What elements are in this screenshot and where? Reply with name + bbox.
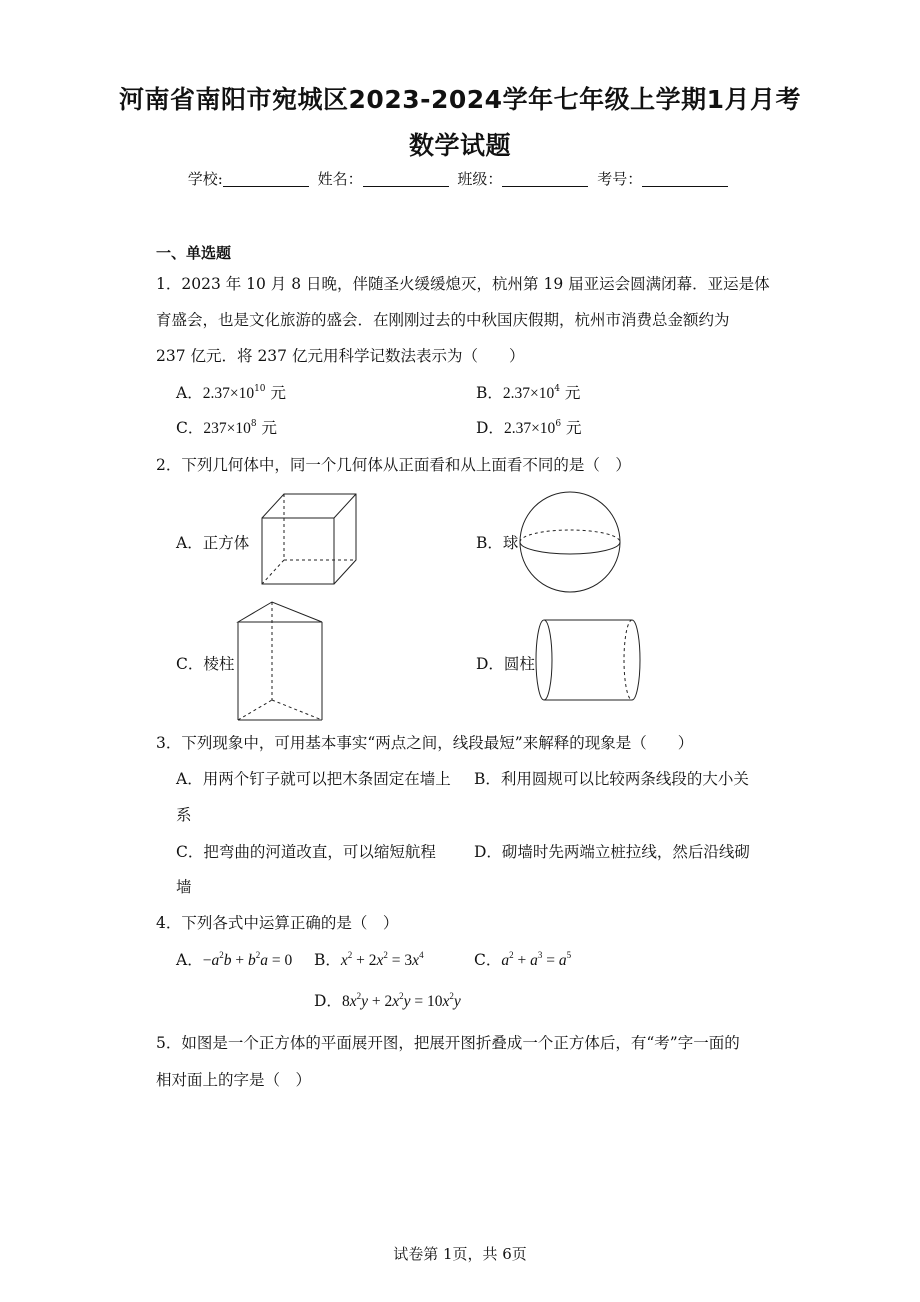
q3-option-c[interactable]: C．把弯曲的河道改直，可以缩短航程 bbox=[176, 843, 436, 861]
q3-option-b[interactable]: B．利用圆规可以比较两条线段的大小关 bbox=[474, 770, 749, 788]
cylinder-figure bbox=[534, 618, 646, 704]
q1-option-d[interactable]: D．$2.37\times 10^6$ 元 bbox=[476, 419, 582, 437]
exam-no-blank[interactable] bbox=[642, 171, 728, 187]
student-info-row bbox=[0, 168, 920, 189]
q1-option-b[interactable]: B．$2.37\times 10^4$ 元 bbox=[476, 384, 581, 402]
q2-option-a[interactable]: A．正方体 bbox=[176, 534, 250, 552]
q2-stem: 2．下列几何体中，同一个几何体从正面看和从上面看不同的是（ ） bbox=[156, 456, 631, 474]
sphere-figure bbox=[518, 490, 622, 594]
q3-option-d[interactable]: D．砌墙时先两端立桩拉线，然后沿线砌 bbox=[474, 843, 750, 861]
q1-option-a[interactable]: A．$2.37\times 10^{10}$ 元 bbox=[176, 384, 286, 402]
q1-line-2: 育盛会，也是文化旅游的盛会．在刚刚过去的中秋国庆假期，杭州市消费总金额约为 bbox=[156, 311, 730, 329]
q2-option-b[interactable]: B．球 bbox=[476, 534, 519, 552]
school-blank[interactable] bbox=[223, 171, 309, 187]
name-blank[interactable] bbox=[363, 171, 449, 187]
exam-no-label: 考号： bbox=[597, 170, 643, 188]
q4-option-b[interactable]: B．$x^2 + 2x^2 = 3x^4$ bbox=[314, 950, 424, 969]
page-subtitle: 数学试题 bbox=[408, 131, 511, 160]
school-label: 学校: bbox=[187, 170, 223, 188]
name-label: 姓名： bbox=[317, 170, 363, 188]
cube-figure bbox=[256, 492, 360, 586]
q3-option-d-continued: 墙 bbox=[176, 878, 192, 896]
q3-option-b-continued: 系 bbox=[176, 806, 192, 824]
q4-option-c[interactable]: C．$a^2 + a^3 = a^5$ bbox=[474, 950, 572, 969]
page-footer: 试卷第 1页，共 6页 bbox=[393, 1245, 527, 1263]
q5-line-2: 相对面上的字是（ ） bbox=[156, 1071, 312, 1089]
q2-option-d[interactable]: D．圆柱 bbox=[476, 655, 535, 673]
q1-option-c[interactable]: C．$237\times 10^8$ 元 bbox=[176, 419, 278, 437]
q3-option-a[interactable]: A．用两个钉子就可以把木条固定在墙上 bbox=[176, 770, 451, 788]
q1-line-3: 237 亿元．将 237 亿元用科学记数法表示为（ ） bbox=[156, 347, 525, 365]
page-title: 河南省南阳市宛城区2023-2024学年七年级上学期1月月考 bbox=[119, 85, 801, 114]
q4-stem: 4．下列各式中运算正确的是（ ） bbox=[156, 914, 399, 932]
q1-line-1: 1．2023 年 10 月 8 日晚，伴随圣火缓缓熄灭，杭州第 19 届亚运会圆满闭幕．亚运是体 bbox=[156, 275, 770, 293]
q3-stem: 3．下列现象中，可用基本事实“两点之间，线段最短”来解释的现象是（ ） bbox=[156, 734, 694, 752]
q4-option-d[interactable]: D．$8x^2y + 2x^2y = 10x^2y$ bbox=[314, 991, 461, 1010]
q4-option-a[interactable]: A．$-a^2b + b^2a = 0$ bbox=[176, 950, 293, 969]
q5-line-1: 5．如图是一个正方体的平面展开图，把展开图折叠成一个正方体后，有“考”字一面的 bbox=[156, 1034, 740, 1052]
class-label: 班级： bbox=[457, 170, 503, 188]
prism-figure bbox=[236, 600, 326, 722]
section-heading: 一、单选题 bbox=[156, 244, 232, 262]
q2-option-c[interactable]: C．棱柱 bbox=[176, 655, 235, 673]
class-blank[interactable] bbox=[502, 171, 588, 187]
